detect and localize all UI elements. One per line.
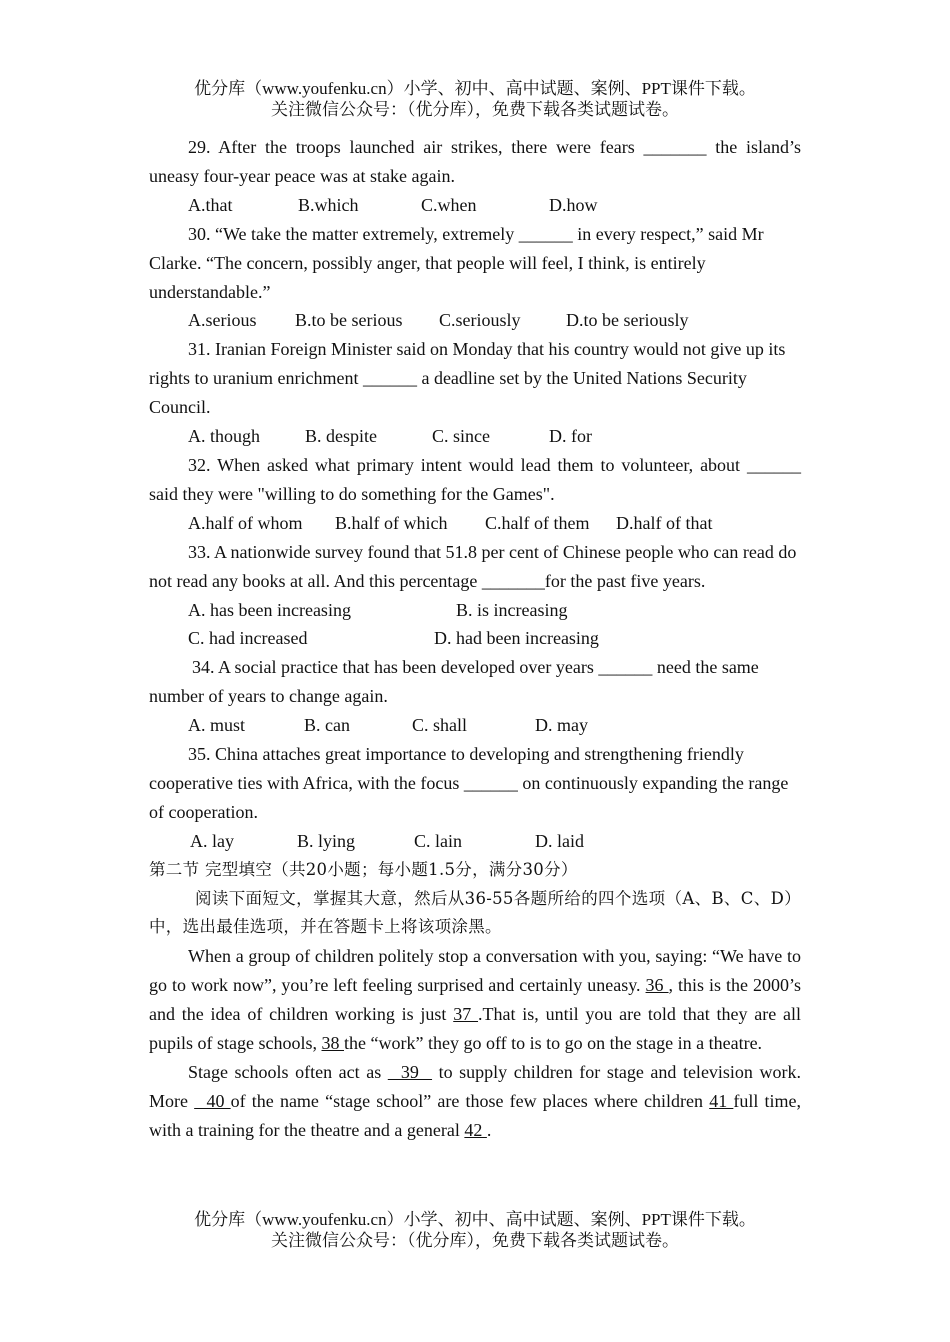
- question-32-option-b: B.half of which: [335, 512, 448, 533]
- question-31-option-c: C. since: [432, 426, 490, 447]
- question-31-option-b: B. despite: [305, 426, 377, 447]
- passage-p2-text-2: to supply children for stage and television work. More: [149, 1062, 801, 1111]
- question-34-stem: 34. A social practice that has been developed over years ______ need the same number of years to change again.: [149, 657, 759, 707]
- page-header: [0, 78, 950, 120]
- question-30-option-a: A.serious: [188, 310, 257, 331]
- question-29-option-d: D.how: [549, 194, 598, 215]
- passage-p1-text-4: the “work” they go off to is to go on the stage in a theatre.: [344, 1033, 763, 1054]
- question-29-option-b: B.which: [298, 194, 359, 215]
- question-30-stem: 30. “We take the matter extremely, extremely ______ in every respect,” said Mr Clarke. “The concern, possibly anger, that people will feel, I think, is entirely understandable.”: [149, 223, 764, 302]
- question-30-option-c: C.seriously: [439, 310, 521, 331]
- question-33-option-c: C. had increased: [188, 628, 308, 649]
- footer-line-1: 优分库（www.youfenku.cn）小学、初中、高中试题、案例、PPT课件下载。: [194, 1210, 756, 1229]
- passage-paragraph-1: [149, 942, 801, 1058]
- page-footer: [0, 1209, 950, 1251]
- question-35-option-a: A. lay: [190, 830, 234, 851]
- question-34-option-a: A. must: [188, 715, 246, 736]
- question-33-options-row-1: [149, 596, 801, 625]
- question-34-options: [149, 711, 801, 740]
- blank-37: 37: [453, 1004, 479, 1025]
- blank-42: 42: [464, 1119, 487, 1140]
- passage-p1-text-3: .That is, until you are told that they are all pupils of stage schools,: [149, 1004, 802, 1054]
- question-30-option-d: D.to be seriously: [566, 310, 689, 331]
- passage-p2-text-3: of the name “stage school” are those few places where children: [230, 1090, 710, 1111]
- blank-41: 41: [709, 1090, 734, 1111]
- section-2-instruction: 阅读下面短文，掌握其大意，然后从36-55各题所给的四个选项（A、B、C、D）中，选出最佳选项，并在答题卡上将该项涂黑。: [149, 888, 801, 937]
- passage-p1-text-1: When a group of children politely stop a conversation with you, saying: “We have to go to work now”, you’re left feeling surprised and certainly uneasy.: [149, 946, 801, 996]
- question-35-option-d: D. laid: [535, 830, 584, 851]
- question-29-options: [149, 191, 801, 220]
- question-33-option-d: D. had been increasing: [434, 628, 599, 649]
- passage-p1-text-2: , this is the 2000’s and the idea of children working is just: [149, 975, 802, 1025]
- question-35-option-b: B. lying: [297, 830, 356, 851]
- question-32-stem: 32. When asked what primary intent would lead them to volunteer, about ______ said they were "willing to do something for the Games".: [149, 454, 801, 504]
- blank-40: 40: [194, 1090, 231, 1111]
- question-34-option-b: B. can: [304, 715, 350, 736]
- section-2-heading: 第二节 完型填空（共20小题；每小题1.5分，满分30分）: [149, 859, 578, 879]
- passage-paragraph-2: [149, 1058, 801, 1145]
- question-30-options: [149, 306, 801, 335]
- question-29-stem: 29. After the troops launched air strikes, there were fears _______ the island’s uneasy four-year peace was at stake again.: [149, 137, 801, 186]
- passage-p2-text-1: Stage schools often act as: [188, 1062, 388, 1082]
- question-34-option-d: D. may: [535, 715, 588, 736]
- exam-content: [149, 133, 801, 1145]
- question-32-option-d: D.half of that: [616, 512, 713, 533]
- question-31-stem: 31. Iranian Foreign Minister said on Monday that his country would not give up its rights to uranium enrichment ______ a deadline set by the United Nations Security Council.: [149, 339, 786, 418]
- question-31-options: [149, 422, 801, 451]
- blank-39: 39: [387, 1062, 433, 1082]
- question-30-option-b: B.to be serious: [295, 310, 403, 331]
- question-32-option-a: A.half of whom: [188, 512, 303, 533]
- header-line-1: 优分库（www.youfenku.cn）小学、初中、高中试题、案例、PPT课件下载。: [194, 79, 756, 98]
- question-33-option-b: B. is increasing: [456, 599, 568, 620]
- question-35-stem: 35. China attaches great importance to developing and strengthening friendly cooperative ties with Africa, with the focus ______ on continuously expanding the range of cooperation.: [149, 744, 789, 822]
- question-31-option-d: D. for: [549, 426, 592, 447]
- question-33-options-row-2: [149, 624, 801, 653]
- blank-38: 38: [321, 1033, 344, 1054]
- question-34-option-c: C. shall: [412, 715, 468, 736]
- passage-p2-text-4: full time, with a training for the theatre and a general: [149, 1090, 802, 1140]
- question-29-option-a: A.that: [188, 194, 233, 215]
- passage-p2-text-5: .: [486, 1119, 492, 1140]
- question-32-option-c: C.half of them: [485, 512, 590, 533]
- question-35-option-c: C. lain: [414, 830, 462, 851]
- header-line-2: 关注微信公众号：（优分库），免费下载各类试题试卷。: [271, 100, 679, 119]
- question-32-options: [149, 509, 801, 538]
- footer-line-2: 关注微信公众号：（优分库），免费下载各类试题试卷。: [271, 1231, 679, 1250]
- question-29-option-c: C.when: [421, 194, 477, 215]
- question-35-options: [149, 827, 801, 856]
- question-33-option-a: A. has been increasing: [188, 599, 351, 620]
- question-31-option-a: A. though: [188, 426, 260, 447]
- blank-36: 36: [645, 975, 669, 996]
- question-33-stem: 33. A nationwide survey found that 51.8 per cent of Chinese people who can read do not read any books at all. And this percentage _______for the past five years.: [149, 541, 797, 591]
